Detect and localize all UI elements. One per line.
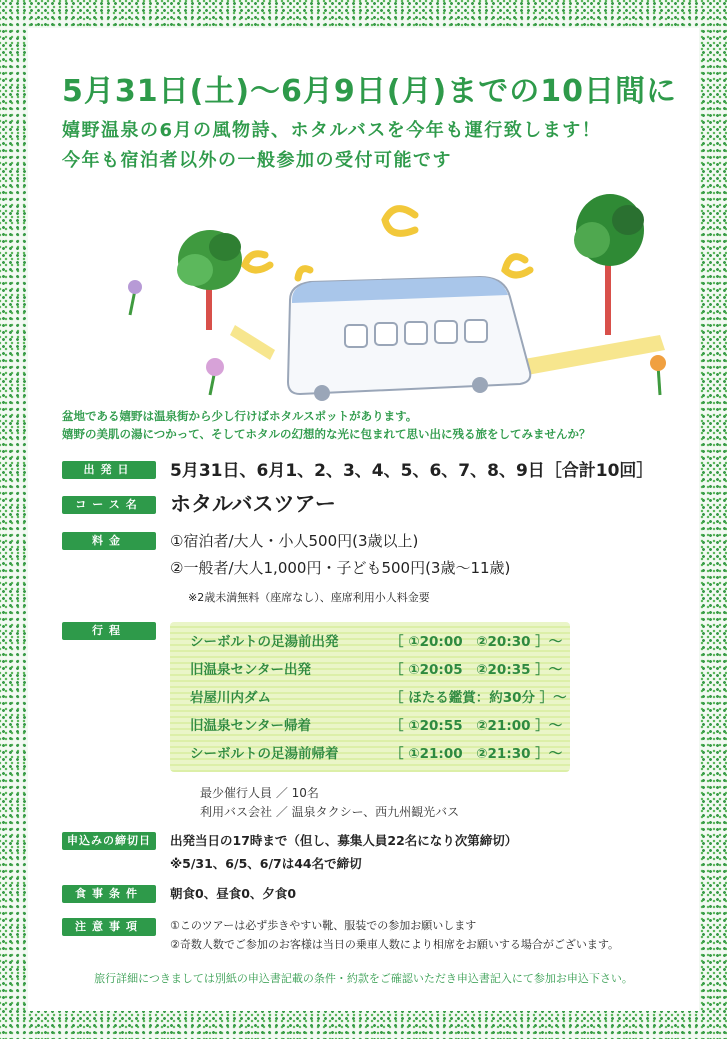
deadline-line-2: ※5/31、6/5、6/7は44名で締切 <box>170 856 362 871</box>
deadline-line-1: 出発当日の17時まで（但し、募集人員22名になり次第締切） <box>170 833 518 848</box>
fee-line-2: ②一般者/大人1,000円・子ども500円(3歳～11歳) <box>170 559 511 577</box>
dates-label: 出発日 <box>62 461 156 479</box>
itinerary-time: ［ ①20:55 ②21:00 ］～ <box>390 718 563 734</box>
subheadline-1: 嬉野温泉の6月の風物詩、ホタルバスを今年も運行致します！ <box>62 120 602 141</box>
bus-company: 利用バス会社 ／ 温泉タクシー、西九州観光バス <box>200 805 460 819</box>
meals-label: 食事条件 <box>62 885 156 903</box>
intro-line-2: 嬉野の美肌の湯につかって、そしてホタルの幻想的な光に包まれて思い出に残る旅をしてみませんか？ <box>62 427 591 441</box>
course-label: コース名 <box>62 496 156 514</box>
course-value: ホタルバスツアー <box>170 492 336 516</box>
flyer <box>30 30 697 1009</box>
itinerary-schedule <box>170 622 570 772</box>
dates-value: 5月31日、6月1、2、3、4、5、6、7、8、9日［合計10回］ <box>170 461 654 481</box>
meals-value: 朝食0、昼食0、夕食0 <box>170 886 297 901</box>
deadline-label: 申込みの締切日 <box>62 832 156 850</box>
itinerary-row <box>190 658 565 684</box>
itinerary-place: シーボルトの足湯前帰着 <box>190 746 339 762</box>
firefly-bus-illustration <box>60 175 667 405</box>
footer-note: 旅行詳細につきましては別紙の申込書記載の条件・約款をご確認いただき申込書記入にて参加お申込下さい。 <box>94 972 633 985</box>
itinerary-time: ［ ①20:05 ②20:35 ］～ <box>390 662 563 678</box>
fee-line-1: ①宿泊者/大人・小人500円(3歳以上) <box>170 532 419 550</box>
itinerary-place: シーボルトの足湯前出発 <box>190 634 339 650</box>
notes-line-1: ①このツアーは必ず歩きやすい靴、服装での参加お願いします <box>170 919 477 932</box>
intro-text <box>62 407 682 443</box>
firefly-swirls <box>245 209 530 278</box>
itinerary-row <box>190 686 565 712</box>
itinerary-row <box>190 630 565 656</box>
intro-line-1: 盆地である嬉野は温泉街から少し行けばホタルスポットがあります。 <box>62 409 418 423</box>
fee-label: 料金 <box>62 532 156 550</box>
itinerary-place: 岩屋川内ダム <box>190 690 271 706</box>
itinerary-time: ［ ほたる鑑賞：約30分 ］～ <box>390 690 567 706</box>
itinerary-row <box>190 714 565 740</box>
itinerary-row <box>190 742 565 768</box>
min-participants: 最少催行人員 ／ 10名 <box>200 786 319 800</box>
subheadline-2: 今年も宿泊者以外の一般参加の受付可能です <box>62 150 452 171</box>
itinerary-place: 旧温泉センター帰着 <box>190 718 311 734</box>
itinerary-label: 行程 <box>62 622 156 640</box>
bus <box>288 277 530 401</box>
itinerary-time: ［ ①21:00 ②21:30 ］～ <box>390 746 563 762</box>
fee-note: ※2歳未満無料（座席なし）、座席利用小人料金要 <box>188 591 430 604</box>
notes-label: 注意事項 <box>62 918 156 936</box>
left-tree <box>177 230 242 330</box>
notes-line-2: ②奇数人数でご参加のお客様は当日の乗車人数により相席をお願いする場合がございます。 <box>170 938 619 951</box>
itinerary-place: 旧温泉センター出発 <box>190 662 311 678</box>
right-tree <box>574 194 644 335</box>
itinerary-time: ［ ①20:00 ②20:30 ］～ <box>390 634 563 650</box>
headline: 5月31日(土)～6月9日(月)までの10日間に <box>62 74 677 109</box>
